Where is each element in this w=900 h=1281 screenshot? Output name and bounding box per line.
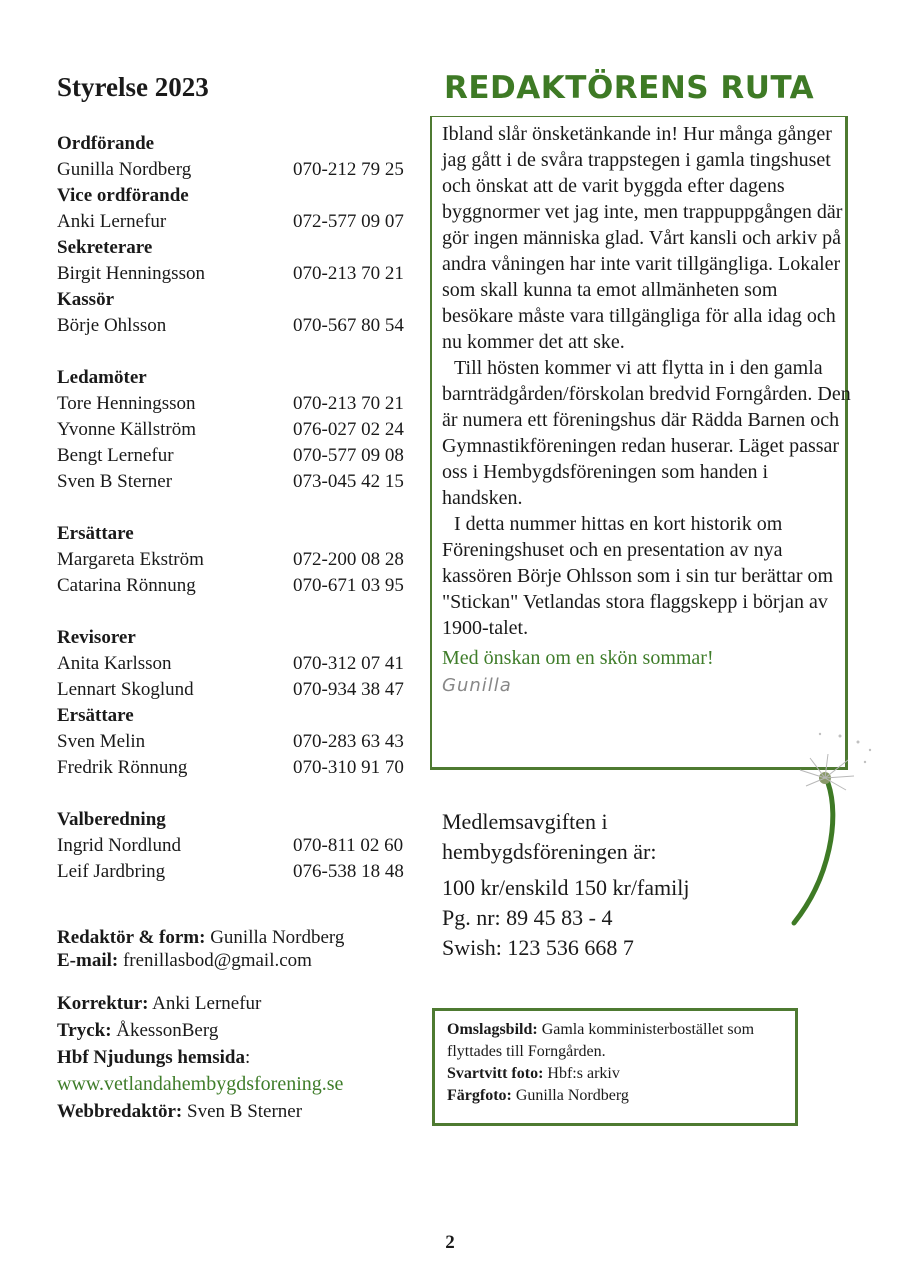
member-phone: 070-283 63 43 [293, 731, 404, 752]
member-phone: 070-213 70 21 [293, 393, 404, 414]
board-member-row [57, 469, 413, 495]
member-phone: 070-310 91 70 [293, 757, 404, 778]
editor-paragraph: Ibland slår önsketänkande in! Hur många gånger jag gått i de svåra trappstegen i gamla tingshuset och önskat att de varit byggda efter dagens byggnormer vet jag inte, men trappuppgången där gör ingen människa glad. Vårt kansli och arkiv på andra våningen har inte varit tillgängliga. Lokaler som skall kunna ta emot allmänheten som besökare måste vara tillgängliga för alla idag och nu kommer det att ske. [442, 123, 843, 353]
member-phone: 070-577 09 08 [293, 445, 404, 466]
member-phone: 076-027 02 24 [293, 419, 404, 440]
member-name: Margareta Ekström [57, 549, 204, 570]
editor-column-text [442, 121, 852, 699]
member-phone: 073-045 42 15 [293, 471, 404, 492]
board-member-row [57, 157, 413, 183]
board-role-heading: Sekreterare [57, 237, 153, 258]
board-role-heading: Revisorer [57, 627, 136, 648]
fee-amount: 100 kr/enskild 150 kr/familj [442, 875, 690, 900]
board-member-row [57, 417, 413, 443]
board-role-heading: Ordförande [57, 133, 155, 154]
member-name: Catarina Rönnung [57, 575, 196, 596]
editor-section-title: REDAKTÖRENS RUTA [444, 70, 815, 106]
board-member-row [57, 209, 413, 235]
member-name: Yvonne Källström [57, 419, 196, 440]
editor-paragraph: I detta nummer hittas en kort historik om Föreningshuset och en presentation av nya kassören Börje Ohlsson som i sin tur berättar om "Stickan" Vetlandas stora flaggskepp i början av 1900-talet. [442, 513, 834, 639]
member-name: Birgit Henningsson [57, 263, 205, 284]
fee-line: Medlemsavgiften i [442, 809, 608, 834]
member-phone: 072-577 09 07 [293, 211, 404, 232]
member-name: Anita Karlsson [57, 653, 172, 674]
credits [57, 926, 344, 1125]
member-name: Fredrik Rönnung [57, 757, 188, 778]
proofreading-credit: Korrektur: Anki Lernefur [57, 993, 262, 1014]
board-role-heading: Ersättare [57, 523, 134, 544]
member-name: Börje Ohlsson [57, 315, 167, 336]
board-role-heading: Kassör [57, 289, 114, 310]
member-phone: 070-212 79 25 [293, 159, 404, 180]
member-phone: 070-567 80 54 [293, 315, 404, 336]
board-member-row [57, 651, 413, 677]
member-name: Ingrid Nordlund [57, 835, 182, 856]
member-phone: 070-213 70 21 [293, 263, 404, 284]
board-member-row [57, 547, 413, 573]
bw-photo-credit: Svartvitt foto: Hbf:s arkiv [447, 1065, 620, 1082]
board-member-row [57, 573, 413, 599]
board-member-row [57, 313, 413, 339]
member-phone: 076-538 18 48 [293, 861, 404, 882]
member-name: Sven Melin [57, 731, 146, 752]
board-member-row [57, 677, 413, 703]
board-member-row [57, 859, 413, 885]
email-credit: E-mail: frenillasbod@gmail.com [57, 950, 312, 971]
board-member-row [57, 729, 413, 755]
member-phone: 070-312 07 41 [293, 653, 404, 674]
board-member-row [57, 443, 413, 469]
editor-greeting: Med önskan om en skön sommar! [442, 647, 714, 669]
member-name: Gunilla Nordberg [57, 159, 192, 180]
dandelion-illustration [770, 728, 880, 928]
fee-swish: Swish: 123 536 668 7 [442, 935, 634, 960]
photo-credits-box [432, 1008, 798, 1126]
print-credit: Tryck: ÅkessonBerg [57, 1020, 219, 1041]
fee-postgiro: Pg. nr: 89 45 83 - 4 [442, 905, 613, 930]
member-phone: 070-671 03 95 [293, 575, 404, 596]
web-editor-credit: Webbredaktör: Sven B Sterner [57, 1101, 303, 1122]
website-link[interactable]: www.vetlandahembygdsforening.se [57, 1073, 344, 1095]
color-photo-credit: Färgfoto: Gunilla Nordberg [447, 1087, 629, 1104]
membership-fee [442, 807, 689, 963]
board-roster [57, 131, 413, 885]
member-name: Leif Jardbring [57, 861, 166, 882]
member-phone: 070-934 38 47 [293, 679, 404, 700]
board-member-row [57, 833, 413, 859]
member-name: Sven B Sterner [57, 471, 173, 492]
member-name: Lennart Skoglund [57, 679, 194, 700]
cover-photo-credit: Omslagsbild: Gamla komministerbostället som flyttades till Forngården. [447, 1021, 755, 1060]
member-phone: 072-200 08 28 [293, 549, 404, 570]
member-phone: 070-811 02 60 [293, 835, 404, 856]
board-member-row [57, 755, 413, 781]
board-role-heading: Ledamöter [57, 367, 147, 388]
fee-line: hembygdsföreningen är: [442, 839, 657, 864]
board-role-heading: Valberedning [57, 809, 166, 830]
editor-signature: Gunilla [442, 675, 512, 696]
page-number: 2 [445, 1232, 455, 1253]
editor-credit: Redaktör & form: Gunilla Nordberg [57, 927, 345, 948]
editor-paragraph: Till hösten kommer vi att flytta in i den gamla barnträdgården/förskolan bredvid Forngården. Den är numera ett föreningshus där Rädda Barnen och Gymnastikföreningen redan huserar. Läget passar oss i Hembygdsföreningen som handen i handsken. [442, 357, 851, 509]
board-role-heading: Ersättare [57, 705, 134, 726]
board-member-row [57, 391, 413, 417]
board-role-heading: Vice ordförande [57, 185, 189, 206]
board-member-row [57, 261, 413, 287]
member-name: Anki Lernefur [57, 211, 167, 232]
board-title: Styrelse 2023 [57, 72, 209, 102]
member-name: Tore Henningsson [57, 393, 196, 414]
member-name: Bengt Lernefur [57, 445, 174, 466]
website-label: Hbf Njudungs hemsida: [57, 1047, 251, 1068]
